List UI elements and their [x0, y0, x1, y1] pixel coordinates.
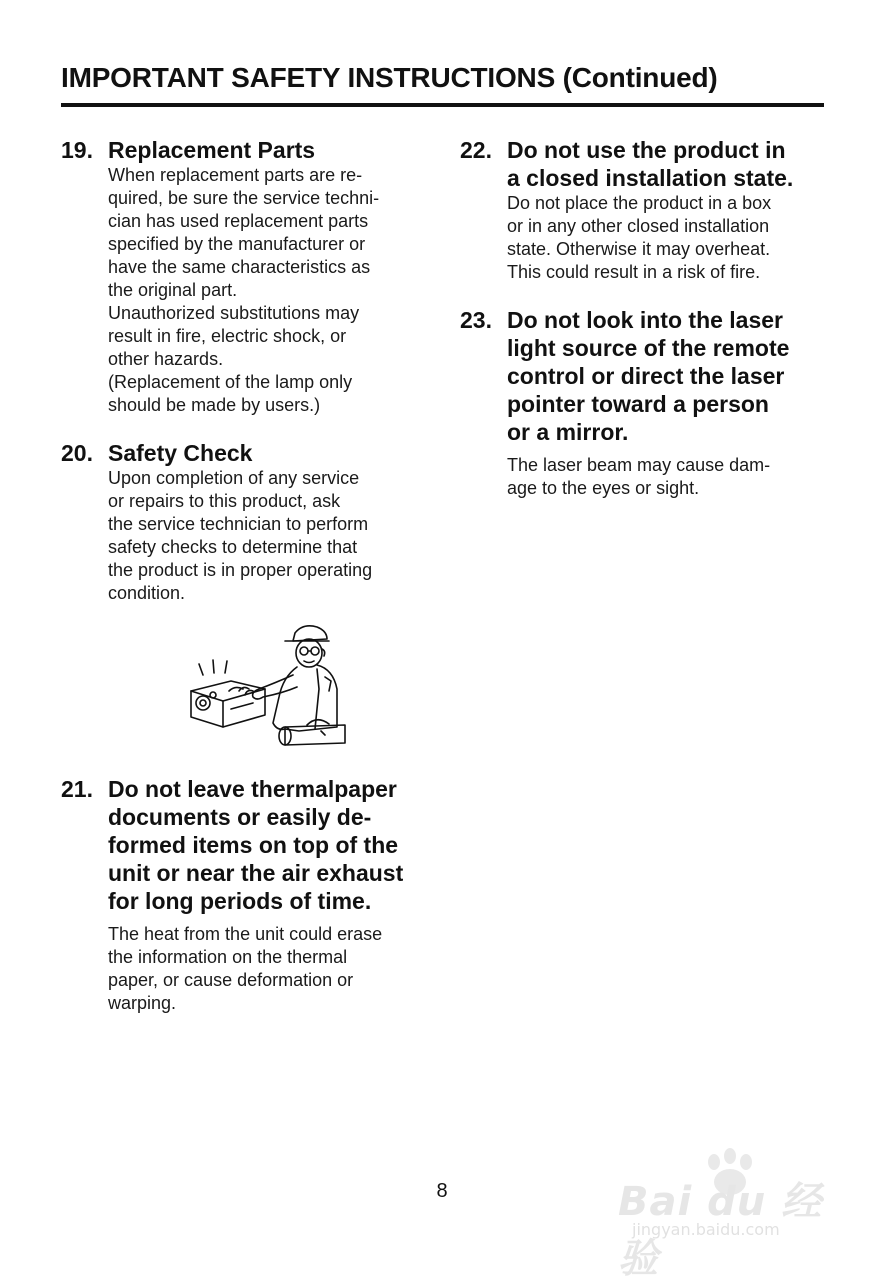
heading-line: Do not look into the laser: [507, 307, 784, 333]
body-line: age to the eyes or sight.: [507, 478, 700, 498]
item-19-replacement-parts: [61, 136, 436, 417]
heading-line: pointer toward a person: [507, 391, 769, 417]
item-body: [108, 164, 436, 417]
item-heading: [108, 439, 436, 467]
heading-line: Do not use the product in: [507, 137, 786, 163]
item-body: [507, 192, 830, 284]
body-line: warping.: [108, 993, 177, 1013]
item-heading: [108, 775, 436, 915]
item-23-laser-light: [460, 306, 830, 500]
item-number: 21.: [61, 776, 93, 802]
heading-line: light source of the remote: [507, 335, 790, 361]
body-line: The heat from the unit could erase: [108, 924, 383, 944]
body-line: or repairs to this product, ask: [108, 491, 341, 511]
item-number: 20.: [61, 440, 93, 466]
body-line: the information on the thermal: [108, 947, 348, 967]
item-number: 19.: [61, 137, 93, 163]
heading-line: or a mirror.: [507, 419, 629, 445]
page-title: IMPORTANT SAFETY INSTRUCTIONS (Continued): [61, 62, 718, 93]
item-heading: [507, 306, 830, 446]
heading-line: unit or near the air exhaust: [108, 860, 404, 886]
page-number: 8: [436, 1180, 448, 1202]
body-line: When replacement parts are re-: [108, 165, 363, 185]
body-line: the service technician to perform: [108, 514, 369, 534]
item-body: [507, 454, 830, 500]
body-line: paper, or cause deformation or: [108, 970, 354, 990]
watermark-url: jingyan.baidu.com: [632, 1220, 780, 1239]
title-rule: [61, 103, 824, 107]
body-line: should be made by users.): [108, 395, 321, 415]
left-column: [61, 136, 436, 1015]
body-line: The laser beam may cause dam-: [507, 455, 771, 475]
body-line: specified by the manufacturer or: [108, 234, 366, 254]
heading-line: formed items on top of the: [108, 832, 399, 858]
body-line: state. Otherwise it may overheat.: [507, 239, 771, 259]
heading-line: Do not leave thermalpaper: [108, 776, 397, 802]
body-line: the original part.: [108, 280, 238, 300]
item-heading: [108, 136, 436, 164]
body-line: Unauthorized substitutions may: [108, 303, 360, 323]
item-number: 23.: [460, 307, 492, 333]
body-line: have the same characteristics as: [108, 257, 371, 277]
body-line: the product is in proper operating: [108, 560, 373, 580]
watermark: [618, 1148, 838, 1282]
body-line: (Replacement of the lamp only: [108, 372, 353, 392]
heading-line: for long periods of time.: [108, 888, 372, 914]
body-line: safety checks to determine that: [108, 537, 358, 557]
item-heading: [507, 136, 830, 192]
technician-checking-projector-icon: [169, 619, 359, 749]
heading-line: Replacement Parts: [108, 137, 316, 163]
body-line: other hazards.: [108, 349, 224, 369]
body-line: Do not place the product in a box: [507, 193, 772, 213]
body-line: Upon completion of any service: [108, 468, 360, 488]
body-line: condition.: [108, 583, 186, 603]
body-line: cian has used replacement parts: [108, 211, 369, 231]
heading-line: a closed installation state.: [507, 165, 794, 191]
body-line: This could result in a risk of fire.: [507, 262, 761, 282]
item-number: 22.: [460, 137, 492, 163]
body-line: quired, be sure the service techni-: [108, 188, 380, 208]
right-column: [460, 136, 830, 500]
item-20-safety-check: [61, 439, 436, 605]
heading-line: Safety Check: [108, 440, 253, 466]
heading-line: control or direct the laser: [507, 363, 785, 389]
item-body: [108, 467, 436, 605]
item-21-thermal-paper: [61, 775, 436, 1015]
body-line: result in fire, electric shock, or: [108, 326, 347, 346]
item-22-closed-installation: [460, 136, 830, 284]
heading-line: documents or easily de-: [108, 804, 372, 830]
item-body: [108, 923, 436, 1015]
watermark-brand: Bai du 经验: [618, 1179, 823, 1282]
body-line: or in any other closed installation: [507, 216, 770, 236]
